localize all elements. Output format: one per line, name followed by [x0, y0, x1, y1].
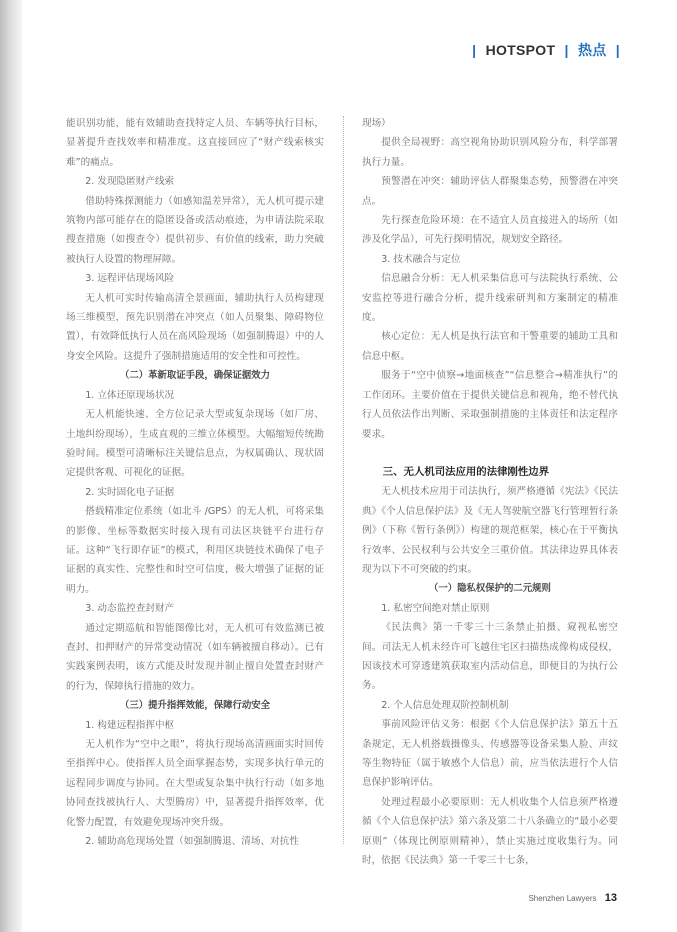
spacer: [362, 444, 618, 463]
subsection-heading: （一）隐私权保护的二元规则: [429, 583, 551, 595]
paragraph: 事前风险评估义务：根据《个人信息保护法》第五十五条规定，无人机搭载摄像头、传感器等设备采集人脸、声纹等生物特征（属于敏感个人信息）前，应当依法进行个人信息保护影响评估。: [362, 719, 618, 789]
paragraph: 预警潜在冲突：辅助评估人群聚集态势，预警潜在冲突点。: [362, 176, 618, 207]
paragraph: 无人机作为“空中之眼”，将执行现场高清画面实时回传至指挥中心。使指挥人员全面掌握态势，实现多执行单元的远程同步调度与协同。在大型或复杂集中执行行动（如多地协同查找被执行人、大型腾房）中，显著提升指挥效率，优化警力配置，有效避免现场冲突升级。: [66, 739, 324, 828]
paragraph: 3. 远程评估现场风险: [85, 273, 175, 285]
paragraph: 搭载精准定位系统（如北斗 /GPS）的无人机，可将采集的影像、坐标等数据实时接入现有司法区块链平台进行存证。这种“飞行即存证”的模式，利用区块链技术确保了电子证据的真实性、完整性和时空可信度，极大增强了证据的证明力。: [66, 506, 324, 595]
paragraph: 2. 实时固化电子证据: [85, 486, 175, 498]
page-number: 13: [604, 892, 617, 904]
paragraph: 2. 发现隐匿财产线索: [85, 176, 175, 188]
paragraph: 处理过程最小必要原则：无人机收集个人信息须严格遵循《个人信息保护法》第六条及第二十八条确立的“最小必要原则”（体现比例原则精神），禁止实施过度收集行为。同时，依据《民法典》第一千零三十七条，: [362, 796, 618, 867]
paragraph: 提供全局视野：高空视角协助识别风险分布，科学部署执行力量。: [362, 137, 618, 168]
header-bar-middle: |: [564, 42, 569, 58]
section-heading: 三、无人机司法应用的法律刚性边界: [382, 465, 550, 478]
column-divider: [343, 116, 344, 844]
paragraph: 2. 辅助高危现场处置（如强制腾退、清场、对抗性: [85, 836, 299, 848]
header-bar-left: |: [472, 42, 477, 58]
paragraph: 无人机技术应用于司法执行，须严格遵循《宪法》《民法典》《个人信息保护法》及《无人驾驶航空器飞行管理暂行条例》（下称《暂行条例》）构建的规范框架，核心在于平衡执行效率、公民权利与公共安全三重价值。其法律边界具体表现为以下不可突破的约束。: [362, 486, 618, 575]
header-title-cn: 热点: [577, 42, 607, 58]
paragraph: 1. 立体还原现场状况: [85, 389, 175, 401]
right-column: [362, 114, 618, 870]
left-column: [66, 114, 324, 851]
paragraph: 3. 动态监控查封财产: [85, 603, 175, 615]
subsection-heading: （三）提升指挥效能，保障行动安全: [119, 700, 270, 712]
paragraph: 能识别功能，能有效辅助查找特定人员、车辆等执行目标，显著提升查找效率和精准度。这直接回应了“财产线索核实难”的痛点。: [66, 118, 324, 168]
paragraph: 无人机能快速、全方位记录大型或复杂现场（如厂房、土地纠纷现场），生成直观的三维立体模型。大幅缩短传统勘验时间。模型可清晰标注关键信息点，为权属确认、现状固定提供客观、可视化的证据。: [66, 409, 324, 479]
paragraph: 核心定位：无人机是执行法官和干警重要的辅助工具和信息中枢。: [362, 331, 618, 362]
section-header: [467, 40, 625, 60]
page-spine-shadow: [0, 0, 22, 932]
subsection-heading: （二）革新取证手段，确保证据效力: [119, 370, 270, 382]
paragraph: 现场）: [362, 118, 391, 129]
paragraph: 3. 技术融合与定位: [381, 253, 461, 265]
paragraph: 1. 构建远程指挥中枢: [85, 719, 175, 731]
paragraph: 《民法典》第一千零三十三条禁止拍摄、窥视私密空间。司法无人机未经许可飞越住宅区扫描热成像构成侵权，因该技术可穿透建筑获取室内活动信息，即便目的为执行公务。: [362, 622, 618, 692]
paragraph: 2. 个人信息处理双阶控制机制: [381, 699, 509, 711]
footer-magazine-name: Shenzhen Lawyers: [528, 894, 597, 903]
paragraph: 信息融合分析：无人机采集信息可与法院执行系统、公安监控等进行融合分析，提升线索研判和方案制定的精准度。: [362, 273, 618, 324]
paragraph: 无人机可实时传输高清全景画面，辅助执行人员构建现场三维模型，预先识别潜在冲突点（如人员聚集、障碍物位置），有效降低执行人员在高风险现场（如强制腾退）中的人身安全风险。这提升了强制措施适用的安全性和可控性。: [66, 292, 324, 362]
paragraph: 先行探查危险环境：在不适宜人员直接进入的场所（如涉及化学品），可先行探明情况，规划安全路径。: [362, 215, 618, 246]
header-bar-right: |: [615, 42, 620, 58]
paragraph: 1. 私密空间绝对禁止原则: [381, 602, 490, 614]
page-footer: [528, 892, 617, 904]
header-title-en: HOTSPOT: [485, 42, 556, 58]
paragraph: 通过定期巡航和智能图像比对，无人机可有效监测已被查封、扣押财产的异常变动情况（如车辆被擅自移动）。已有实践案例表明，该方式能及时发现并制止擅自处置查封财产的行为，保障执行措施的效力。: [66, 622, 324, 692]
paragraph: 借助特殊探测能力（如感知温差异常），无人机可提示建筑物内部可能存在的隐匿设备或活动痕迹，为申请法院采取搜查措施（如搜查令）提供初步、有价值的线索，助力突破被执行人设置的物理屏障。: [66, 195, 324, 265]
paragraph: 服务于“空中侦察→地面核查”“信息整合→精准执行”的工作闭环。主要价值在于提供关键信息和视角，绝不替代执行人员依法作出判断、采取强制措施的主体责任和法定程序要求。: [362, 370, 618, 440]
